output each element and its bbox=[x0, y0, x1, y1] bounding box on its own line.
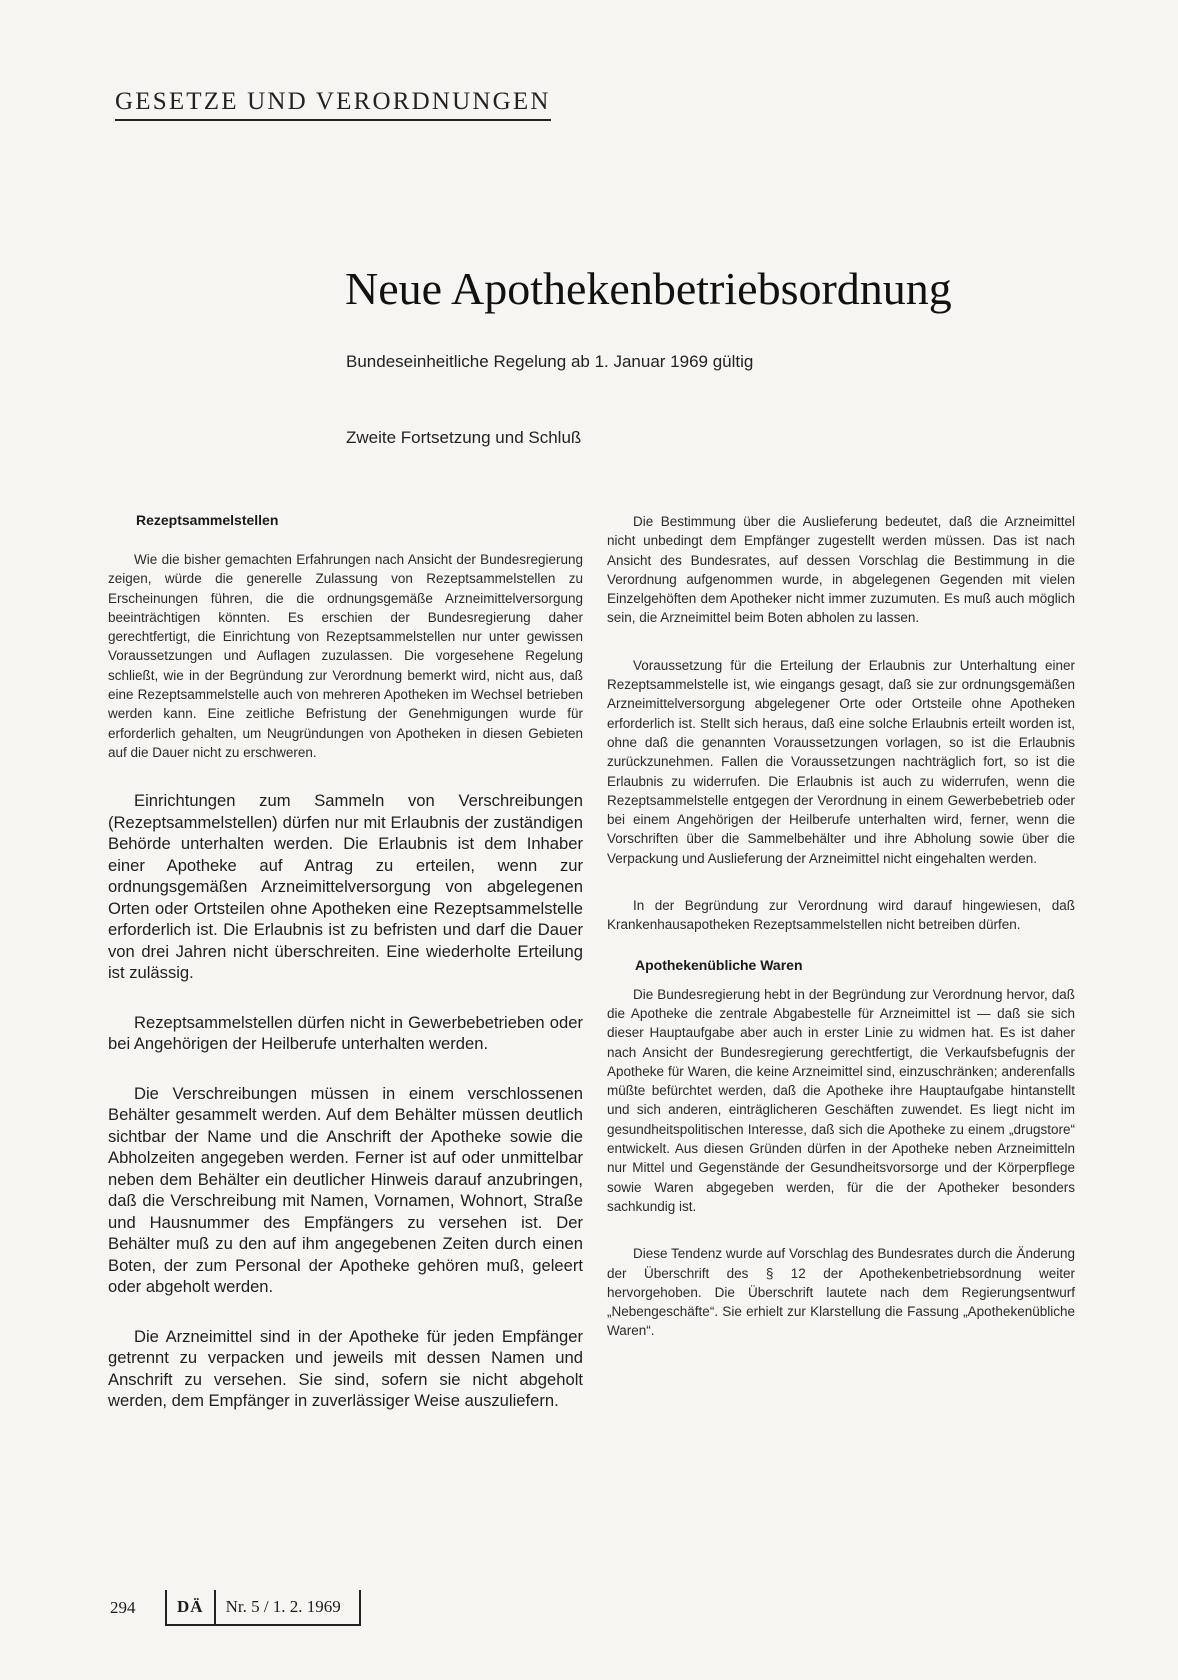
paragraph: Wie die bisher gemachten Erfahrungen nach Ansicht der Bundesregierung zeigen, würde die generelle Zulassung von Rezeptsammelstellen zu Erscheinungen führen, die die ordnungsgemäße Arzneimittelversorgung beeinträchtigen könnten. Es erschien der Bundesregierung daher gerechtfertigt, die Einrichtung von Rezeptsammelstellen nur unter gewissen Voraussetzungen und Auflagen zuzulassen. Die vorgesehene Regelung schließt, wie in der Begründung zur Verordnung bemerkt wird, nicht aus, daß eine Rezeptsammelstelle auch von mehreren Apotheken im Wechsel betrieben werden kann. Eine zeitliche Befristung der Genehmigungen wurde für erforderlich gehalten, um Neugründungen von Apotheken in diesen Gebieten auf die Dauer nicht zu erschweren. bbox=[108, 552, 583, 760]
paragraph: Die Bestimmung über die Auslieferung bedeutet, daß die Arzneimittel nicht unbedingt dem Empfänger zugestellt werden müssen. Das ist nach Ansicht des Bundesrates, auf dessen Vorschlag die Bestimmung in die Verordnung aufgenommen wurde, in abgelegenen Gegenden mit vielen Einzelgehöften dem Apotheker nicht immer zuzumuten. Es muß auch möglich sein, die Arzneimittel beim Boten abholen zu lassen. bbox=[607, 514, 1075, 626]
paragraph: Voraussetzung für die Erteilung der Erlaubnis zur Unterhaltung einer Rezeptsammelstelle ist, wie eingangs gesagt, daß sie zur ordnungsgemäßen Arzneimittelversorgung abgelegener Orte oder Ortsteile ohne Apotheken erforderlich ist. Stellt sich heraus, daß eine solche Erlaubnis erteilt worden ist, ohne daß die genannten Voraussetzungen vorlagen, so ist die Erlaubnis zurückzunehmen. Fallen die Voraussetzungen nachträglich fort, so ist die Erlaubnis zu widerrufen. Die Erlaubnis ist auch zu widerrufen, wenn die Rezeptsammelstelle entgegen der Verordnung in einem Gewerbebetrieb oder bei einem Angehörigen der Heilberufe unterhalten wird, ferner, wenn die Vorschriften über die Sammelbehälter und ihre Abholung sowie über die Verpackung und Auslieferung der Arzneimittel nicht eingehalten werden. bbox=[607, 657, 1075, 866]
section-header: GESETZE UND VERORDNUNGEN bbox=[115, 88, 551, 121]
paragraph: Die Arzneimittel sind in der Apotheke für jeden Empfänger getrennt zu verpacken und jeweils mit dessen Namen und Anschrift zu versehen. Sie sind, sofern sie nicht abgeholt werden, dem Empfänger in zuverlässiger Weise auszuliefern. bbox=[108, 1326, 583, 1411]
page-footer bbox=[110, 1589, 361, 1627]
paragraph: Die Bundesregierung hebt in der Begründung zur Verordnung hervor, daß die Apotheke die zentrale Abgabestelle für Arzneimittel ist — daß sie sich dieser Hauptaufgabe aber auch in erster Linie zu widmen hat. Es ist daher nach Ansicht der Bundesregierung gerechtfertigt, die Verkaufsbefugnis der Apotheke für Waren, die keine Arzneimittel sind, einzuschränken; anderenfalls müßte befürchtet werden, daß die Apotheke ihre Hauptaufgabe hintanstellt und sich anderen, einträglicheren Geschäften zuwendet. Es liegt nicht im gesundheitspolitischen Interesse, daß sich die Apotheke zu einem „drugstore“ entwickelt. Aus diesen Gründen dürfen in der Apotheke neben Arzneimitteln nur Mittel und Gegenstände der Gesundheitsvorsorge und der Körperpflege sowie Waren abgegeben werden, für die der Apotheker besonders sachkundig ist. bbox=[607, 986, 1075, 1214]
section-heading-rezeptsammelstellen: Rezeptsammelstellen bbox=[136, 512, 279, 528]
paragraph: Einrichtungen zum Sammeln von Verschreibungen (Rezeptsammelstellen) dürfen nur mit Erlaubnis der zuständigen Behörde unterhalten werden. Die Erlaubnis ist dem Inhaber einer Apotheke auf Antrag zu erteilen, wenn zur ordnungsgemäßen Arzneimittelversorgung von abgelegenen Orten oder Ortsteilen ohne Apotheken eine Rezeptsammelstelle erforderlich ist. Die Erlaubnis ist zu befristen und darf die Dauer von drei Jahren nicht überschreiten. Eine wiederholte Erteilung ist zulässig. bbox=[108, 791, 583, 983]
right-column bbox=[607, 512, 1075, 1341]
journal-logo: DÄ bbox=[167, 1590, 216, 1624]
section-heading-apothekenuebliche-waren: Apothekenübliche Waren bbox=[635, 956, 803, 973]
paragraph: Diese Tendenz wurde auf Vorschlag des Bundesrates durch die Änderung der Überschrift des § 12 der Apothekenbetriebsordnung weiter hervorgehoben. Die Überschrift lautete nach dem Regierungsentwurf „Nebengeschäfte“. Sie erhielt zur Klarstellung die Fassung „Apothekenübliche Waren“. bbox=[607, 1246, 1075, 1339]
paragraph: In der Begründung zur Verordnung wird darauf hingewiesen, daß Krankenhausapotheken Rezeptsammelstellen nicht betreiben dürfen. bbox=[607, 898, 1075, 933]
page-number: 294 bbox=[110, 1598, 136, 1617]
journal-box bbox=[165, 1590, 361, 1626]
article-subtitle: Bundeseinheitliche Regelung ab 1. Januar 1969 gültig bbox=[346, 352, 754, 371]
continuation-note: Zweite Fortsetzung und Schluß bbox=[346, 428, 582, 447]
journal-issue: Nr. 5 / 1. 2. 1969 bbox=[225, 1597, 341, 1616]
article-title: Neue Apothekenbetriebsordnung bbox=[345, 263, 952, 314]
paragraph: Die Verschreibungen müssen in einem verschlossenen Behälter gesammelt werden. Auf dem Behälter müssen deutlich sichtbar der Name und die Anschrift der Apotheke sowie die Abholzeiten angegeben werden. Ferner ist auf oder unmittelbar neben dem Behälter ein deutlicher Hinweis darauf anzubringen, daß die Verschreibung mit Namen, Vornamen, Wohnort, Straße und Hausnummer des Empfängers zu versehen ist. Der Behälter muß zu den auf ihm angegebenen Zeiten durch einen Boten, der zum Personal der Apotheke gehören muß, geleert oder abgeholt werden. bbox=[108, 1083, 583, 1297]
paragraph: Rezeptsammelstellen dürfen nicht in Gewerbebetrieben oder bei Angehörigen der Heilberufe unterhalten werden. bbox=[108, 1012, 583, 1054]
left-column bbox=[108, 512, 583, 1412]
